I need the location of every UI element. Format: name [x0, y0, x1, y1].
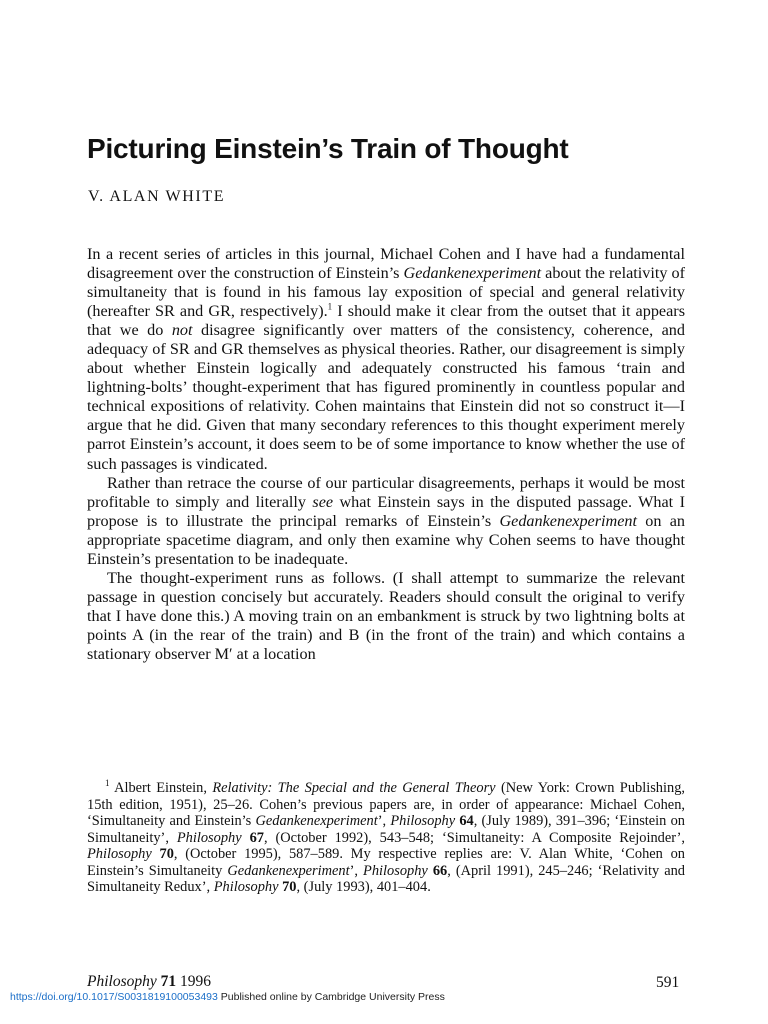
volume-number: 67	[249, 829, 264, 846]
journal-name: Philosophy	[176, 829, 242, 846]
journal-name: Philosophy	[87, 846, 152, 862]
article-author: V. ALAN WHITE	[88, 188, 226, 205]
doi-link[interactable]: https://doi.org/10.1017/S0031819100053493	[10, 991, 218, 1003]
volume-number: 64	[459, 813, 474, 829]
footnote	[87, 780, 685, 896]
text-run: disagree significantly over matters of the consistency, coherence, and adequacy of SR and GR themselves as physical theories. Rather, our disagreement is simply about whether Einstein logically and adequately constructed his famous ‘train and lightning-bolts’ thought-experiment that has figured prominently in countless popular and technical expositions of relativity. Cohen maintains that Einstein did not so construct it—I argue that he did. Given that many secondary references to this thought experiment merely parrot Einstein’s account, it does seem to be of some importance to know whether the use of such passages is vindicated.	[87, 321, 685, 473]
text-run: about the relativity of simultaneity that is found in his famous lay exposition of special and general relativity (hereafter SR and GR, respectively).	[87, 264, 685, 321]
body-paragraph-3: The thought-experiment runs as follows. (I shall attempt to summarize the relevant passage in question concisely but accurately. Readers should consult the original to verify that I have done this.) A moving train on an embankment is struck by two lightning bolts at points A (in the rear of the train) and B (in the front of the train) and which contains a stationary observer M′ at a location	[87, 568, 685, 663]
italic-term: not	[171, 321, 193, 340]
footer-journal-name: Philosophy	[87, 973, 157, 990]
volume-number: 70	[159, 846, 174, 862]
text-run: on an appropriate spacetime diagram, and only then examine why Cohen seems to have thought Einstein’s presentation to be inadequate.	[87, 511, 686, 568]
text-run: , (October 1992), 543–548; ‘Simultaneity: A Composite Rejoinder’,	[263, 829, 685, 846]
body-paragraph-2	[87, 474, 685, 569]
text-run: , (April 1991), 245–246; ‘Relativity and Simultaneity Redux’,	[87, 862, 685, 895]
journal-name: Philosophy	[390, 813, 456, 829]
body-paragraph-1	[87, 245, 685, 474]
journal-name: Philosophy	[363, 862, 428, 879]
journal-name: Philosophy	[213, 879, 279, 895]
footer-volume: 71	[160, 973, 177, 990]
article-body	[87, 245, 685, 664]
article-title: Picturing Einstein’s Train of Thought	[87, 133, 569, 164]
text-run: ’,	[377, 813, 391, 829]
text-run: , (October 1995), 587–589. My respective replies are: V. Alan White, ‘Cohen on Einstein’s Simultaneity	[87, 846, 685, 879]
text-run: I should make it clear from the outset that it appears that we do	[87, 302, 685, 340]
text-run: , (July 1989), 391–396; ‘Einstein on Simultaneity’,	[87, 813, 685, 846]
footnote-number: 1	[105, 778, 110, 789]
text-run: Albert Einstein,	[109, 780, 213, 796]
citation-title: Relativity: The Special and the General Theory	[212, 780, 496, 796]
italic-term: see	[312, 492, 334, 511]
footnote-paragraph	[87, 780, 685, 896]
italic-term: Gedankenexperiment	[403, 264, 542, 283]
citation-title: Gedankenexperiment	[255, 813, 378, 829]
text-run: In a recent series of articles in this journal, Michael Cohen and I have had a fundamental disagreement over the construction of Einstein’s	[87, 245, 685, 283]
text-run: ’,	[349, 862, 364, 879]
footer-year: 1996	[180, 973, 211, 990]
text-run: Rather than retrace the course of our particular disagreements, perhaps it would be most profitable to simply and literally	[87, 473, 685, 511]
volume-number: 70	[282, 879, 297, 895]
footnote-marker: 1	[327, 301, 333, 312]
page-number: 591	[656, 974, 680, 991]
doi-banner	[10, 991, 445, 1003]
text-run: (New York: Crown Publishing, 15th edition, 1951), 25–26. Cohen’s previous papers are, in order of appearance: Michael Cohen, ‘Simultaneity and Einstein’s	[87, 780, 685, 829]
running-footer	[87, 973, 211, 991]
citation-title: Gedankenexperiment	[227, 862, 350, 879]
doi-publisher-note: Published online by Cambridge University Press	[217, 991, 445, 1003]
text-run: , (July 1993), 401–404.	[296, 879, 431, 895]
italic-term: Gedankenexperiment	[499, 511, 637, 530]
text-run: what Einstein says in the disputed passage. What I propose is to illustrate the principal remarks of Einstein’s	[87, 492, 685, 530]
volume-number: 66	[432, 862, 448, 879]
